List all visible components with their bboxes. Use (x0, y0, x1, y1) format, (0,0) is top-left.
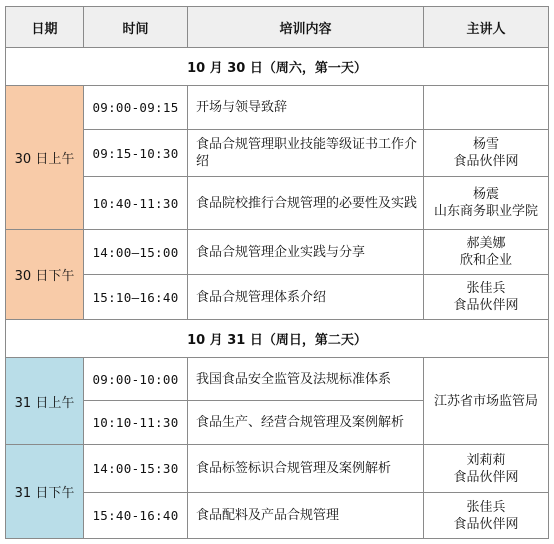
time-cell: 14:00-15:30 (84, 445, 188, 493)
period-label: 30 日下午 (6, 230, 84, 320)
time-cell: 09:00-10:00 (84, 358, 188, 401)
speaker-cell: 杨震 山东商务职业学院 (424, 177, 549, 230)
speaker-cell: 张佳兵 食品伙伴网 (424, 493, 549, 539)
speaker-cell: 郝美娜 欣和企业 (424, 230, 549, 275)
time-cell: 10:10-11:30 (84, 401, 188, 445)
content-cell: 食品合规管理职业技能等级证书工作介绍 (188, 130, 424, 177)
table-row (6, 230, 549, 275)
time-cell: 15:10—16:40 (84, 275, 188, 320)
content-cell: 食品标签标识合规管理及案例解析 (188, 445, 424, 493)
time-cell: 09:15-10:30 (84, 130, 188, 177)
period-label: 31 日上午 (6, 358, 84, 445)
header-speaker: 主讲人 (424, 7, 549, 48)
table-row (6, 86, 549, 130)
content-cell: 开场与领导致辞 (188, 86, 424, 130)
header-date: 日期 (6, 7, 84, 48)
speaker-cell: 张佳兵 食品伙伴网 (424, 275, 549, 320)
day1-title-row (6, 48, 549, 86)
content-cell: 食品生产、经营合规管理及案例解析 (188, 401, 424, 445)
period-label: 31 日下午 (6, 445, 84, 539)
table-row (6, 358, 549, 401)
content-cell: 食品合规管理企业实践与分享 (188, 230, 424, 275)
header-content: 培训内容 (188, 7, 424, 48)
speaker-cell: 杨雪 食品伙伴网 (424, 130, 549, 177)
training-schedule-table (5, 6, 549, 539)
table-row (6, 130, 549, 177)
time-cell: 14:00—15:00 (84, 230, 188, 275)
day1-title: 10 月 30 日（周六，第一天） (6, 48, 549, 86)
table-row (6, 177, 549, 230)
content-cell: 食品院校推行合规管理的必要性及实践 (188, 177, 424, 230)
table-row (6, 275, 549, 320)
speaker-cell: 刘莉莉 食品伙伴网 (424, 445, 549, 493)
time-cell: 09:00-09:15 (84, 86, 188, 130)
content-cell: 我国食品安全监管及法规标准体系 (188, 358, 424, 401)
day2-title-row (6, 320, 549, 358)
content-cell: 食品配料及产品合规管理 (188, 493, 424, 539)
speaker-cell: 江苏省市场监管局 (424, 358, 549, 445)
content-cell: 食品合规管理体系介绍 (188, 275, 424, 320)
table-row (6, 493, 549, 539)
period-label: 30 日上午 (6, 86, 84, 230)
header-time: 时间 (84, 7, 188, 48)
time-cell: 15:40-16:40 (84, 493, 188, 539)
table-row (6, 445, 549, 493)
time-cell: 10:40-11:30 (84, 177, 188, 230)
speaker-cell (424, 86, 549, 130)
header-row (6, 7, 549, 48)
day2-title: 10 月 31 日（周日，第二天） (6, 320, 549, 358)
